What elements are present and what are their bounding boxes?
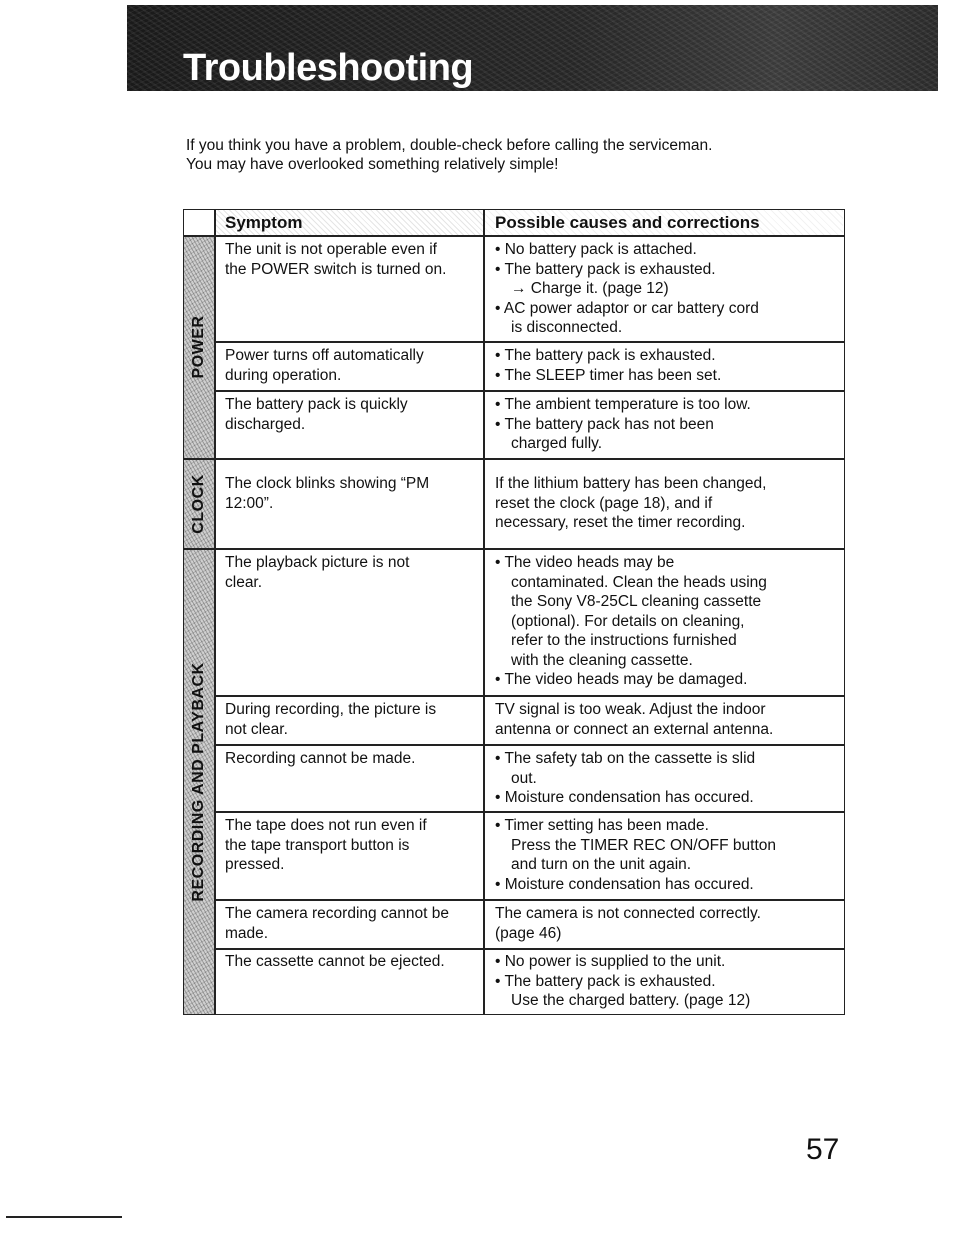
symptom-cell bbox=[225, 346, 480, 385]
row-divider bbox=[184, 458, 844, 460]
cause-cell bbox=[495, 749, 835, 808]
column-divider bbox=[214, 210, 216, 1014]
troubleshooting-table bbox=[183, 209, 845, 1015]
symptom-line: made. bbox=[225, 924, 269, 942]
cause-line: refer to the instructions furnished bbox=[511, 632, 737, 649]
cause-bullet: • The video heads may be damaged. bbox=[495, 671, 748, 688]
intro-line-1: If you think you have a problem, double-check before calling the serviceman. bbox=[186, 137, 713, 154]
cause-cell bbox=[495, 474, 835, 533]
cause-bullet: • The battery pack is exhausted. bbox=[495, 260, 716, 278]
symptom-line: clear. bbox=[225, 573, 263, 591]
cause-line: The camera is not connected correctly. bbox=[495, 905, 761, 922]
symptom-cell bbox=[225, 816, 480, 875]
cause-cell bbox=[495, 395, 835, 454]
row-divider bbox=[215, 695, 844, 697]
symptom-line: The playback picture is not bbox=[225, 554, 410, 571]
cause-line: with the cleaning cassette. bbox=[511, 651, 693, 669]
section-label-text: RECORDING AND PLAYBACK bbox=[190, 662, 207, 902]
symptom-line: Power turns off automatically bbox=[225, 347, 424, 364]
symptom-cell bbox=[225, 749, 480, 769]
symptom-line: the tape transport button is bbox=[225, 836, 410, 854]
cause-cell bbox=[495, 700, 835, 739]
cause-line: charged fully. bbox=[511, 435, 603, 452]
symptom-line: Recording cannot be made. bbox=[225, 750, 416, 767]
cause-line: TV signal is too weak. Adjust the indoor bbox=[495, 701, 766, 718]
cause-bullet: • The battery pack has not been bbox=[495, 415, 714, 433]
cause-line: If the lithium battery has been changed, bbox=[495, 475, 767, 492]
cause-bullet: • The battery pack is exhausted. bbox=[495, 972, 716, 990]
cause-line: is disconnected. bbox=[511, 319, 623, 336]
cause-cell bbox=[495, 816, 835, 894]
symptom-cell bbox=[225, 904, 480, 943]
cause-bullet: • Moisture condensation has occured. bbox=[495, 789, 754, 806]
footer-rule bbox=[6, 1216, 122, 1218]
symptom-line: The cassette cannot be ejected. bbox=[225, 953, 445, 970]
title-banner bbox=[127, 5, 938, 91]
section-label-power bbox=[184, 236, 214, 458]
symptom-cell bbox=[225, 240, 480, 279]
row-divider bbox=[215, 341, 844, 343]
symptom-line: pressed. bbox=[225, 856, 285, 873]
symptom-line: The unit is not operable even if bbox=[225, 241, 437, 258]
cause-line: and turn on the unit again. bbox=[511, 856, 692, 873]
row-divider bbox=[215, 390, 844, 392]
symptom-header: Symptom bbox=[215, 210, 485, 236]
cause-bullet: • The video heads may be bbox=[495, 554, 675, 571]
cause-bullet: • The battery pack is exhausted. bbox=[495, 347, 716, 364]
section-label-text: CLOCK bbox=[190, 474, 207, 534]
symptom-cell bbox=[225, 395, 480, 434]
cause-bullet: • Timer setting has been made. bbox=[495, 817, 709, 834]
row-divider bbox=[215, 899, 844, 901]
page-number: 57 bbox=[806, 1133, 840, 1166]
cause-bullet: • The safety tab on the cassette is slid bbox=[495, 750, 756, 767]
cause-line: antenna or connect an external antenna. bbox=[495, 720, 774, 738]
cause-line: (optional). For details on cleaning, bbox=[511, 612, 745, 630]
cause-bullet: • No battery pack is attached. bbox=[495, 241, 697, 258]
symptom-cell bbox=[225, 474, 480, 513]
symptom-line: The camera recording cannot be bbox=[225, 905, 450, 922]
symptom-line: not clear. bbox=[225, 720, 288, 738]
cause-line: reset the clock (page 18), and if bbox=[495, 494, 713, 512]
symptom-line: during operation. bbox=[225, 366, 342, 384]
cause-line: Press the TIMER REC ON/OFF button bbox=[511, 836, 777, 854]
column-divider bbox=[483, 210, 485, 1014]
page-title: Troubleshooting bbox=[183, 47, 474, 89]
row-divider bbox=[184, 548, 844, 550]
cause-cell bbox=[495, 240, 835, 338]
intro-line-2: You may have overlooked something relatively simple! bbox=[186, 156, 559, 173]
row-divider bbox=[215, 948, 844, 950]
symptom-line: During recording, the picture is bbox=[225, 701, 437, 718]
symptom-line: The clock blinks showing “PM bbox=[225, 475, 430, 492]
cause-line: contaminated. Clean the heads using bbox=[511, 573, 767, 591]
section-label-clock bbox=[184, 460, 214, 548]
cause-line: out. bbox=[511, 769, 537, 787]
row-divider bbox=[184, 235, 844, 237]
cause-cell bbox=[495, 904, 835, 943]
cause-bullet: • AC power adaptor or car battery cord bbox=[495, 299, 759, 317]
symptom-cell bbox=[225, 700, 480, 739]
cause-bullet: • Moisture condensation has occured. bbox=[495, 875, 754, 893]
section-label-recording-and-playback bbox=[184, 550, 214, 1014]
causes-header: Possible causes and corrections bbox=[485, 210, 843, 236]
cause-line: Use the charged battery. (page 12) bbox=[511, 992, 751, 1009]
symptom-cell bbox=[225, 952, 480, 972]
symptom-line: The tape does not run even if bbox=[225, 817, 427, 834]
symptom-line: the POWER switch is turned on. bbox=[225, 260, 447, 278]
cause-bullet: • The SLEEP timer has been set. bbox=[495, 366, 722, 384]
symptom-line: The battery pack is quickly bbox=[225, 396, 408, 413]
row-divider bbox=[215, 744, 844, 746]
cause-bullet: • The ambient temperature is too low. bbox=[495, 396, 751, 413]
symptom-line: 12:00”. bbox=[225, 494, 274, 512]
cause-line: necessary, reset the timer recording. bbox=[495, 514, 746, 531]
cause-line: (page 46) bbox=[495, 924, 562, 942]
symptom-cell bbox=[225, 553, 480, 592]
row-divider bbox=[215, 811, 844, 813]
cause-cell bbox=[495, 346, 835, 385]
section-label-text: POWER bbox=[190, 315, 207, 379]
cause-bullet: • No power is supplied to the unit. bbox=[495, 953, 726, 970]
symptom-line: discharged. bbox=[225, 415, 306, 433]
cause-line: → Charge it. (page 12) bbox=[511, 280, 669, 297]
cause-cell bbox=[495, 952, 835, 1011]
cause-cell bbox=[495, 553, 835, 690]
cause-line: the Sony V8-25CL cleaning cassette bbox=[511, 593, 762, 610]
